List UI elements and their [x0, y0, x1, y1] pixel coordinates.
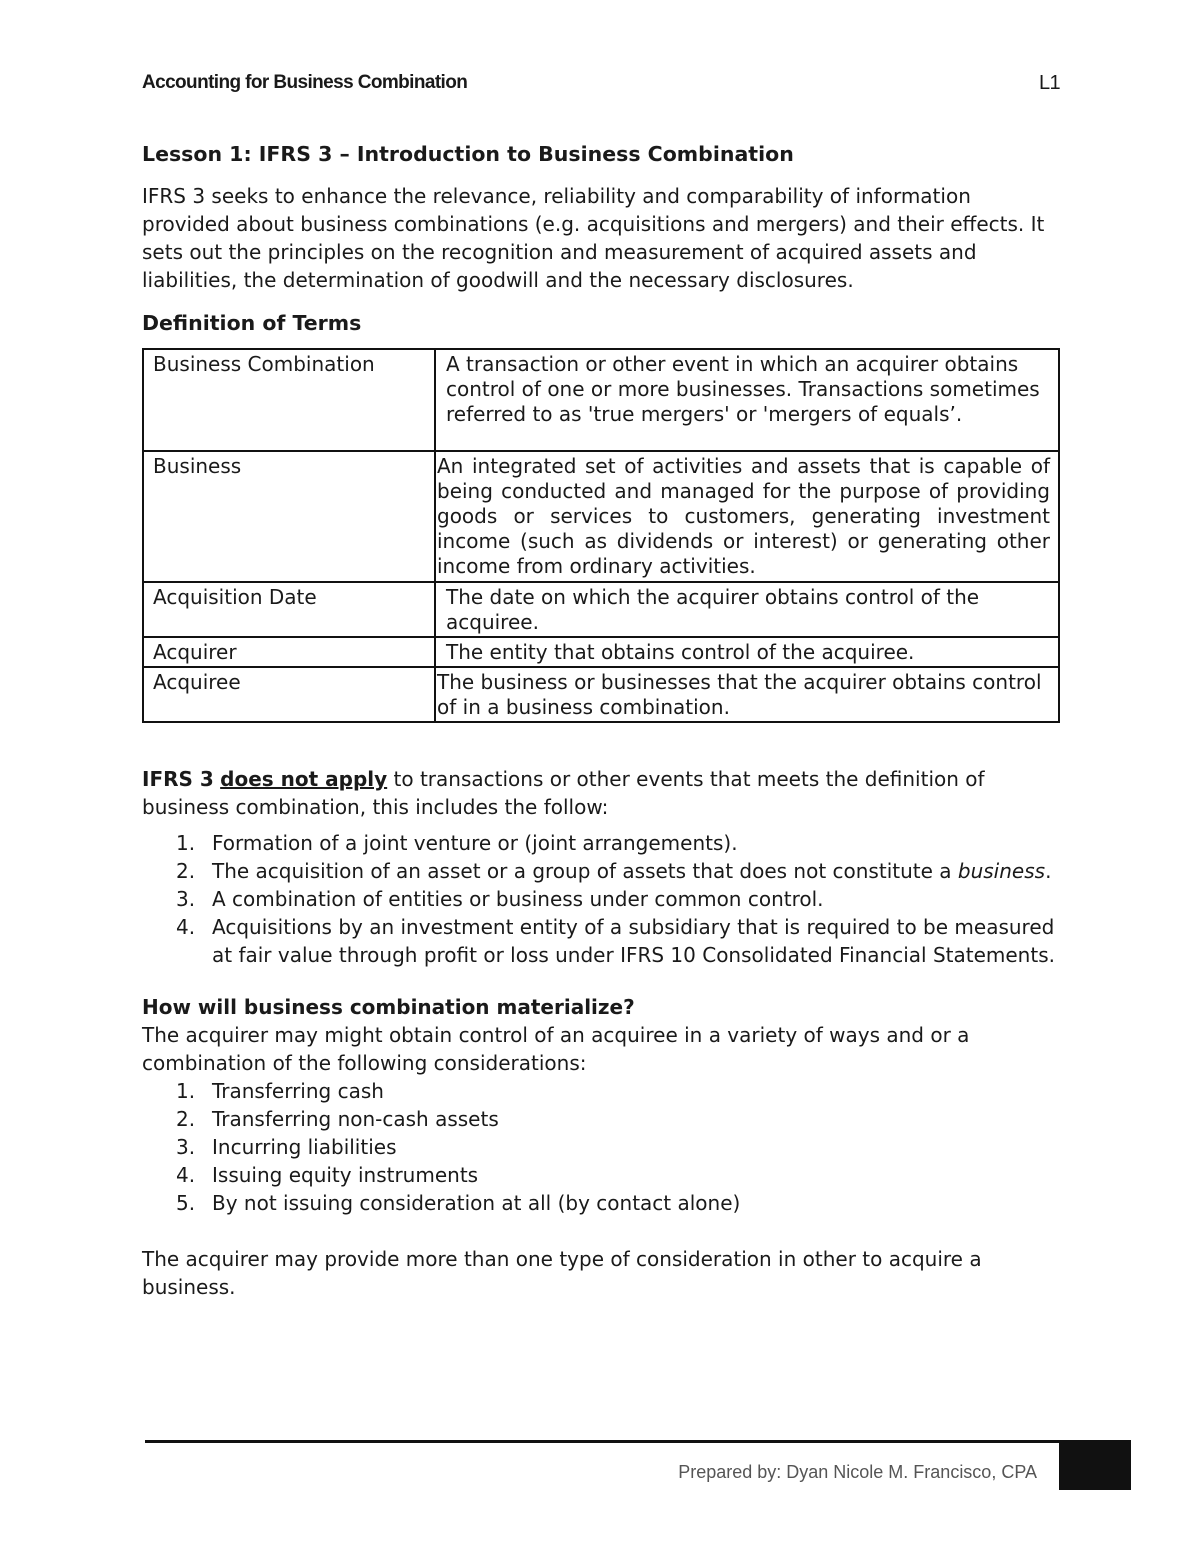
table-row [143, 349, 1059, 451]
list-item: 5. By not issuing consideration at all (by contact alone) [176, 1191, 741, 1215]
materialize-body: The acquirer may might obtain control of an acquiree in a variety of ways and or a combination of the following considerations: [142, 1023, 970, 1075]
term-cell: Acquiree [143, 667, 435, 722]
list-item: 3. Incurring liabilities [176, 1135, 397, 1159]
intro-paragraph: IFRS 3 seeks to enhance the relevance, reliability and comparability of information provided about business combinations (e.g. acquisitions and mergers) and their effects. It sets out the principles on the recognition and measurement of acquired assets and liabilities, the determination of goodwill and the necessary disclosures. [142, 184, 1045, 292]
scope-paragraph [142, 765, 1062, 821]
table-row [143, 637, 1059, 667]
document-body [142, 140, 1062, 1301]
definition-cell: An integrated set of activities and assets that is capable of being conducted and managed for the purpose of providing goods or services to customers, generating investment income (such as dividends or interest) or generating other income from ordinary activities. [435, 451, 1059, 582]
list-item: 2. The acquisition of an asset or a group of assets that does not constitute a business. [176, 859, 1052, 883]
lesson-title: Lesson 1: IFRS 3 – Introduction to Business Combination [142, 142, 794, 166]
list-item: 1. Formation of a joint venture or (joint arrangements). [176, 831, 738, 855]
scope-rest: to transactions or other events that meets the definition of business combination, this includes the follow: [142, 767, 985, 819]
term-cell: Business [143, 451, 435, 582]
scope-emphasis: does not apply [220, 767, 388, 791]
materialize-title: How will business combination materialize? [142, 995, 635, 1019]
list-item: 1. Transferring cash [176, 1079, 384, 1103]
term-cell: Business Combination [143, 349, 435, 451]
definition-cell: The entity that obtains control of the acquiree. [435, 637, 1059, 667]
definition-cell: The business or businesses that the acquirer obtains control of in a business combination. [435, 667, 1059, 722]
footer-prepared-by: Prepared by: Dyan Nicole M. Francisco, CPA [678, 1462, 1037, 1482]
scope-exclusions-list [142, 829, 1062, 969]
definition-cell: A transaction or other event in which an acquirer obtains control of one or more businesses. Transactions sometimes referred to as 'true mergers' or 'mergers of equals’. [435, 349, 1059, 451]
definitions-title: Definition of Terms [142, 311, 362, 335]
table-row [143, 667, 1059, 722]
closing-paragraph: The acquirer may provide more than one type of consideration in other to acquire a business. [142, 1247, 982, 1299]
header-lesson-code: L1 [1038, 72, 1060, 94]
list-item: 3. A combination of entities or business under common control. [176, 887, 824, 911]
term-cell: Acquisition Date [143, 582, 435, 637]
footer-block [1059, 1440, 1131, 1490]
definition-cell: The date on which the acquirer obtains control of the acquiree. [435, 582, 1059, 637]
scope-lead: IFRS 3 [142, 767, 214, 791]
list-item: 4. Issuing equity instruments [176, 1163, 479, 1187]
page-header [142, 68, 1060, 100]
list-item: 4. Acquisitions by an investment entity of a subsidiary that is required to be measured at fair value through profit or loss under IFRS 10 Consolidated Financial Statements. [176, 915, 1055, 967]
list-item: 2. Transferring non-cash assets [176, 1107, 499, 1131]
header-title: Accounting for Business Combination [142, 72, 468, 93]
table-row [143, 451, 1059, 582]
table-row [143, 582, 1059, 637]
footer-divider [145, 1440, 1061, 1443]
consideration-list [142, 1077, 1062, 1217]
definitions-table [142, 348, 1060, 723]
term-cell: Acquirer [143, 637, 435, 667]
